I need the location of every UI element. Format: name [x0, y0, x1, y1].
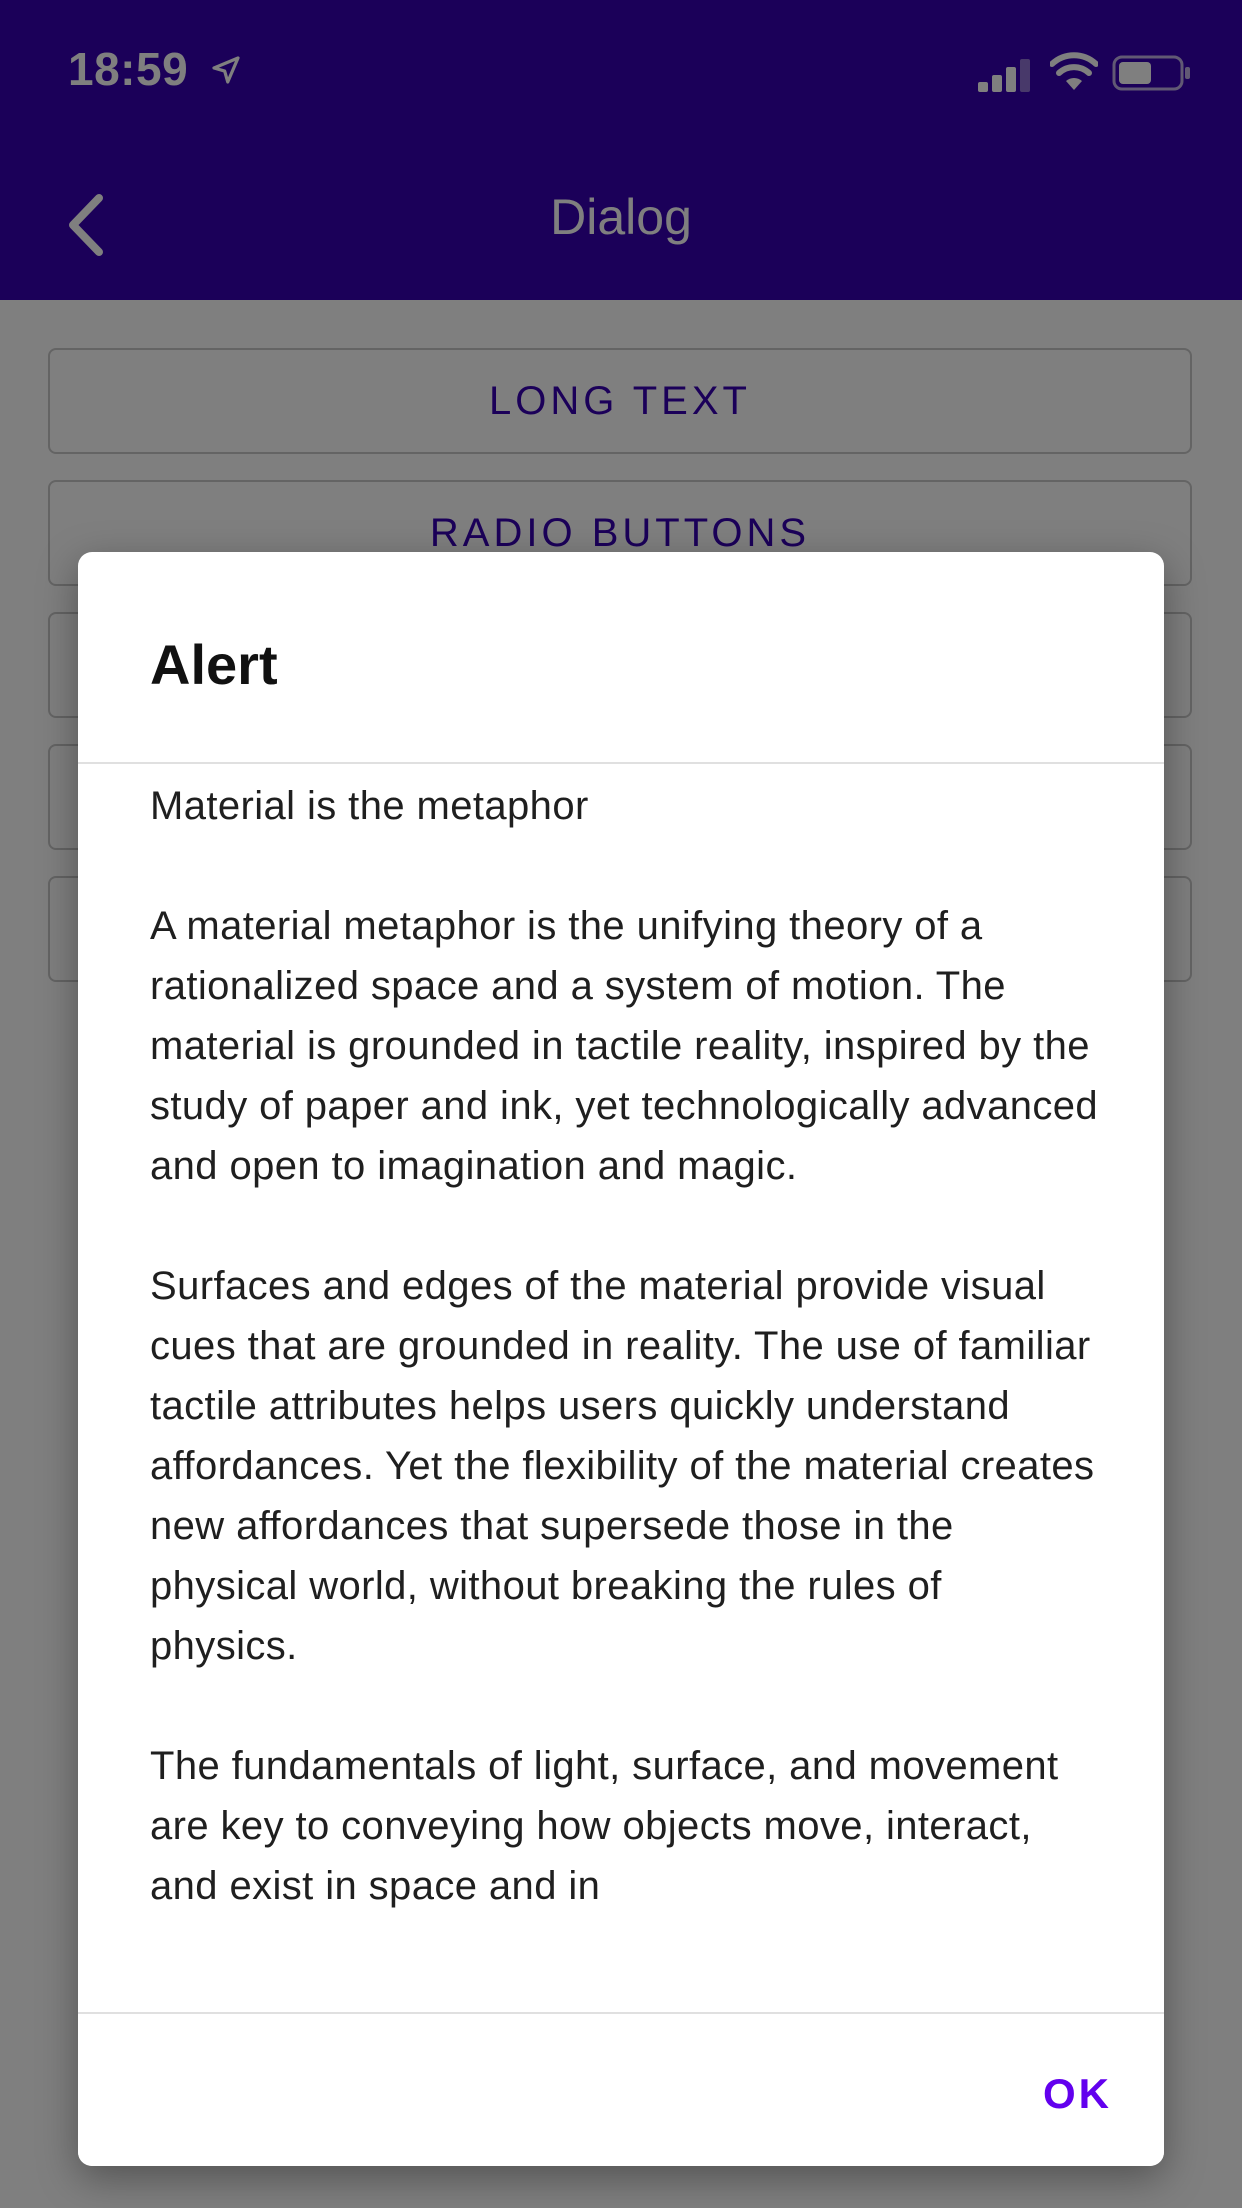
dialog-body-text: Material is the metaphor A material metaphor is the unifying theory of a rationalized space and a system of motion. The material is grounded in tactile reality, inspired by the study of paper and ink, yet technologically advanced and open to imagination and magic. Surfaces and edges of the material provide visual cues that are grounded in reality. The use of familiar tactile attributes helps users quickly understand affordances. Yet the flexibility of the material creates new affordances that supersede those in the physical world, without breaking the rules of physics. The fundamentals of light, surface, and movement are key to conveying how objects move, interact, and exist in space and in [150, 784, 1099, 1908]
dialog-actions [78, 2012, 1164, 2166]
alert-dialog [78, 552, 1164, 2166]
dialog-scroll-area[interactable] [78, 764, 1164, 2166]
dialog-title: Alert [150, 633, 278, 696]
ok-button[interactable]: OK [1043, 2070, 1112, 2117]
